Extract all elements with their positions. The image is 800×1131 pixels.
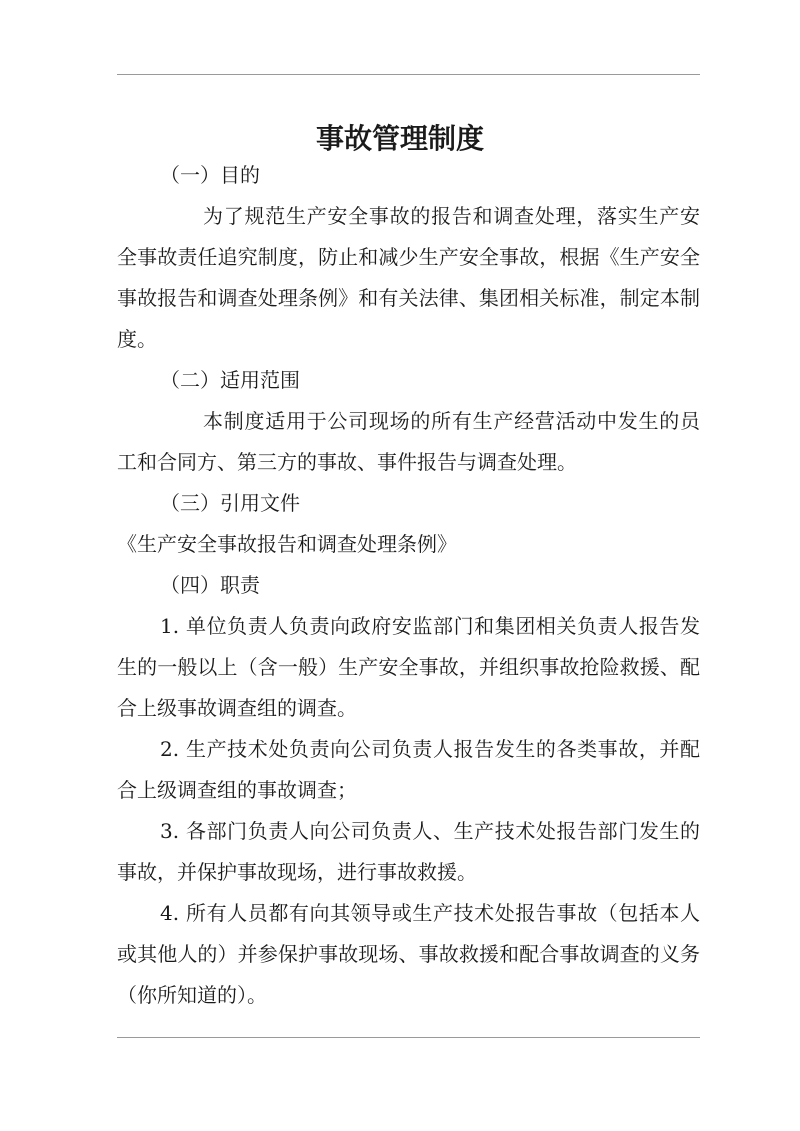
section-heading-purpose: （一）目的	[160, 163, 260, 187]
section-heading-references: （三）引用文件	[160, 491, 300, 515]
section-heading-duties: （四）职责	[160, 573, 260, 597]
duty-item: 3. 各部门负责人向公司负责人、生产技术处报告部门发生的事故，并保护事故现场，进行事故救援。	[117, 819, 700, 884]
document-title: 事故管理制度	[315, 121, 484, 155]
header-rule	[117, 74, 700, 75]
section-heading-scope: （二）适用范围	[160, 368, 300, 392]
duty-item: 1. 单位负责人负责向政府安监部门和集团相关负责人报告发生的一般以上（含一般）生产安全事故，并组织事故抢险救援、配合上级事故调查组的调查。	[117, 614, 700, 720]
section-body-scope: 本制度适用于公司现场的所有生产经营活动中发生的员工和合同方、第三方的事故、事件报告与调查处理。	[117, 409, 700, 474]
document-body	[117, 155, 700, 1016]
section-body-purpose: 为了规范生产安全事故的报告和调查处理，落实生产安全事故责任追究制度，防止和减少生产安全事故，根据《生产安全事故报告和调查处理条例》和有关法律、集团相关标准，制定本制度。	[117, 204, 700, 351]
section-body-references: 《生产安全事故报告和调查处理条例》	[117, 532, 457, 556]
footer-rule	[117, 1037, 700, 1038]
duty-item: 4. 所有人员都有向其领导或生产技术处报告事故（包括本人或其他人的）并参保护事故现场、事故救援和配合事故调查的义务（你所知道的）。	[117, 901, 700, 1007]
duty-item: 2. 生产技术处负责向公司负责人报告发生的各类事故，并配合上级调查组的事故调查；	[117, 737, 700, 802]
